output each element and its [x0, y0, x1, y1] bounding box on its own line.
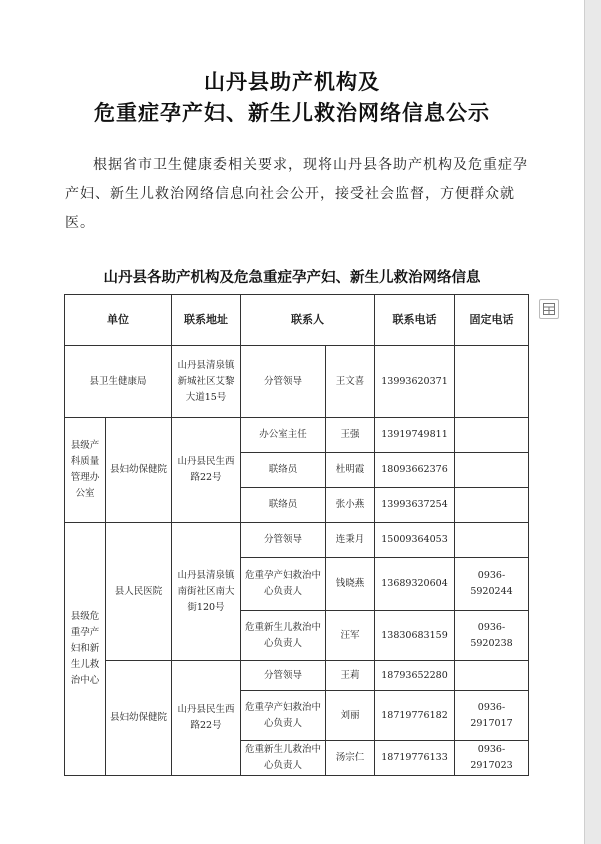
landline-cell: 0936-2917017 [455, 691, 529, 741]
role-cell: 办公室主任 [241, 418, 326, 453]
name-cell: 连秉月 [326, 523, 375, 558]
landline-cell [455, 488, 529, 523]
name-cell: 汤宗仁 [326, 741, 375, 776]
role-cell: 分管领导 [241, 346, 326, 418]
role-cell: 危重新生儿救治中心负责人 [241, 611, 326, 661]
name-cell: 钱晓燕 [326, 558, 375, 611]
header-unit: 单位 [65, 295, 172, 346]
unit-cell: 县人民医院 [106, 523, 172, 661]
role-cell: 联络员 [241, 488, 326, 523]
role-cell: 分管领导 [241, 661, 326, 691]
table-row [65, 661, 529, 691]
table-header-row [65, 295, 529, 346]
landline-cell [455, 453, 529, 488]
phone-cell: 13993620371 [375, 346, 455, 418]
phone-cell: 13689320604 [375, 558, 455, 611]
phone-cell: 18719776133 [375, 741, 455, 776]
phone-cell: 13830683159 [375, 611, 455, 661]
phone-cell: 13919749811 [375, 418, 455, 453]
landline-cell: 0936-5920238 [455, 611, 529, 661]
name-cell: 王强 [326, 418, 375, 453]
landline-cell [455, 346, 529, 418]
name-cell: 王文喜 [326, 346, 375, 418]
landline-cell: 0936-2917023 [455, 741, 529, 776]
role-cell: 危重新生儿救治中心负责人 [241, 741, 326, 776]
name-cell: 张小燕 [326, 488, 375, 523]
name-cell: 刘丽 [326, 691, 375, 741]
header-phone: 联系电话 [375, 295, 455, 346]
role-cell: 联络员 [241, 453, 326, 488]
phone-cell: 18719776182 [375, 691, 455, 741]
table-row [65, 418, 529, 453]
address-cell: 山丹县民生西路22号 [172, 418, 241, 523]
role-cell: 分管领导 [241, 523, 326, 558]
table-row [65, 346, 529, 418]
landline-cell [455, 418, 529, 453]
name-cell: 王莉 [326, 661, 375, 691]
group-cell: 县级危重孕产妇和新生儿救治中心 [65, 523, 106, 776]
group-cell: 县级产科质量管理办公室 [65, 418, 106, 523]
landline-cell: 0936-5920244 [455, 558, 529, 611]
unit-cell: 县妇幼保健院 [106, 418, 172, 523]
contact-table [64, 294, 529, 776]
name-cell: 汪军 [326, 611, 375, 661]
phone-cell: 15009364053 [375, 523, 455, 558]
document-title-line-2: 危重症孕产妇、新生儿救治网络信息公示 [94, 100, 490, 125]
table-title: 山丹县各助产机构及危急重症孕产妇、新生儿救治网络信息 [103, 269, 481, 286]
header-contact: 联系人 [241, 295, 375, 346]
role-cell: 危重孕产妇救治中心负责人 [241, 558, 326, 611]
document-title-line-1: 山丹县助产机构及 [204, 69, 380, 94]
unit-cell: 县妇幼保健院 [106, 661, 172, 776]
phone-cell: 18793652280 [375, 661, 455, 691]
intro-paragraph: 根据省市卫生健康委相关要求，现将山丹县各助产机构及危重症孕产妇、新生儿救治网络信息向社会公开，接受社会监督，方便群众就医。 [65, 157, 528, 231]
address-cell: 山丹县清泉镇新城社区艾黎大道15号 [172, 346, 241, 418]
unit-cell: 县卫生健康局 [65, 346, 172, 418]
header-address: 联系地址 [172, 295, 241, 346]
table-row [65, 523, 529, 558]
table-view-icon[interactable] [539, 299, 559, 319]
landline-cell [455, 661, 529, 691]
landline-cell [455, 523, 529, 558]
name-cell: 杜明霞 [326, 453, 375, 488]
role-cell: 危重孕产妇救治中心负责人 [241, 691, 326, 741]
phone-cell: 18093662376 [375, 453, 455, 488]
header-landline: 固定电话 [455, 295, 529, 346]
phone-cell: 13993637254 [375, 488, 455, 523]
address-cell: 山丹县清泉镇南街社区南大街120号 [172, 523, 241, 661]
address-cell: 山丹县民生西路22号 [172, 661, 241, 776]
